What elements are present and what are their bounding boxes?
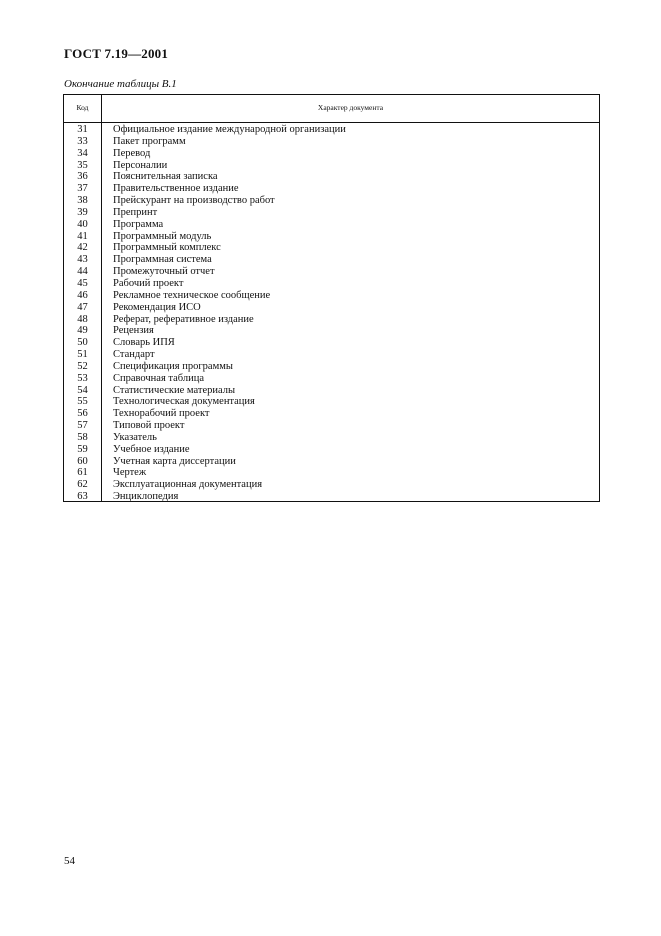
row-document-character: Справочная таблица (113, 372, 205, 384)
row-document-character: Рекламное техническое сообщение (113, 289, 271, 301)
document-header-title: ГОСТ 7.19—2001 (64, 46, 169, 61)
row-document-character: Программный модуль (113, 230, 212, 242)
row-document-character: Технорабочий проект (113, 408, 210, 420)
table-row (64, 467, 599, 479)
row-document-character: Рекомендация ИСО (113, 301, 201, 313)
row-code: 34 (77, 147, 88, 159)
table-body (64, 124, 599, 503)
table-row (64, 242, 599, 254)
row-code: 58 (77, 431, 88, 443)
table-row (64, 266, 599, 278)
row-code: 46 (77, 289, 88, 301)
row-code: 60 (77, 455, 88, 467)
table-row (64, 361, 599, 373)
row-document-character: Энциклопедия (113, 491, 179, 503)
row-document-character: Правительственное издание (113, 183, 239, 195)
row-document-character: Указатель (113, 431, 157, 443)
table-row (64, 136, 599, 148)
row-document-character: Прейскурант на производство работ (113, 195, 275, 207)
row-document-character: Рабочий проект (113, 277, 184, 289)
row-document-character: Пояснительная записка (113, 171, 218, 183)
table-row (64, 148, 599, 160)
row-code: 31 (77, 124, 88, 135)
row-document-character: Программа (113, 218, 164, 230)
row-document-character: Спецификация программы (113, 360, 233, 372)
row-document-character: Технологическая документация (113, 396, 255, 408)
row-code: 56 (77, 408, 88, 420)
row-code: 40 (77, 218, 88, 230)
row-code: 48 (77, 313, 88, 325)
row-code: 55 (77, 396, 88, 408)
table-row (64, 479, 599, 491)
row-code: 54 (77, 384, 88, 396)
row-document-character: Промежуточный отчет (113, 266, 215, 278)
table-row (64, 195, 599, 207)
row-document-character: Препринт (113, 206, 158, 218)
row-document-character: Программный комплекс (113, 242, 221, 254)
row-code: 52 (77, 360, 88, 372)
column-header-code: Код (76, 103, 89, 112)
row-code: 61 (77, 467, 88, 479)
row-code: 57 (77, 420, 88, 432)
row-document-character: Перевод (113, 147, 151, 159)
row-document-character: Рецензия (113, 325, 154, 337)
table-row (64, 325, 599, 337)
row-code: 49 (77, 325, 88, 337)
table-row (64, 219, 599, 231)
table-header-row (64, 95, 599, 123)
row-document-character: Учебное издание (113, 443, 190, 455)
table-row (64, 231, 599, 243)
table-row (64, 396, 599, 408)
row-document-character: Персоналии (113, 159, 168, 171)
table-row (64, 337, 599, 349)
row-code: 43 (77, 254, 88, 266)
row-code: 59 (77, 443, 88, 455)
row-document-character: Словарь ИПЯ (113, 337, 175, 349)
row-code: 44 (77, 266, 88, 278)
table-row (64, 124, 599, 136)
row-code: 36 (77, 171, 88, 183)
row-code: 37 (77, 183, 88, 195)
row-document-character: Официальное издание международной организации (113, 124, 346, 135)
table-row (64, 254, 599, 266)
row-document-character: Реферат, реферативное издание (113, 313, 254, 325)
row-code: 53 (77, 372, 88, 384)
row-document-character: Эксплуатационная документация (113, 479, 263, 491)
table-row (64, 314, 599, 326)
table-row (64, 491, 599, 503)
row-document-character: Учетная карта диссертации (113, 455, 236, 467)
table-row (64, 408, 599, 420)
row-code: 42 (77, 242, 88, 254)
row-document-character: Стандарт (113, 349, 155, 361)
table-row (64, 278, 599, 290)
table-caption: Окончание таблицы В.1 (64, 78, 177, 90)
row-code: 63 (77, 491, 88, 503)
table-row (64, 432, 599, 444)
row-code: 45 (77, 277, 88, 289)
row-code: 51 (77, 349, 88, 361)
row-document-character: Пакет программ (113, 135, 186, 147)
table-row (64, 171, 599, 183)
table-row (64, 349, 599, 361)
row-code: 41 (77, 230, 88, 242)
table-row (64, 160, 599, 172)
row-document-character: Статистические материалы (113, 384, 236, 396)
row-code: 35 (77, 159, 88, 171)
table-row (64, 444, 599, 456)
row-code: 38 (77, 195, 88, 207)
column-header-character: Характер документа (317, 103, 384, 112)
row-code: 62 (77, 479, 88, 491)
row-document-character: Программная система (113, 254, 212, 266)
table-row (64, 420, 599, 432)
page-number: 54 (64, 855, 75, 867)
row-code: 39 (77, 206, 88, 218)
table-row (64, 290, 599, 302)
row-document-character: Типовой проект (113, 420, 185, 432)
row-code: 47 (77, 301, 88, 313)
table-row (64, 385, 599, 397)
document-table (63, 94, 600, 502)
table-row (64, 207, 599, 219)
row-document-character: Чертеж (113, 467, 147, 479)
table-row (64, 373, 599, 385)
table-row (64, 456, 599, 468)
table-row (64, 302, 599, 314)
row-code: 50 (77, 337, 88, 349)
row-code: 33 (77, 135, 88, 147)
table-row (64, 183, 599, 195)
